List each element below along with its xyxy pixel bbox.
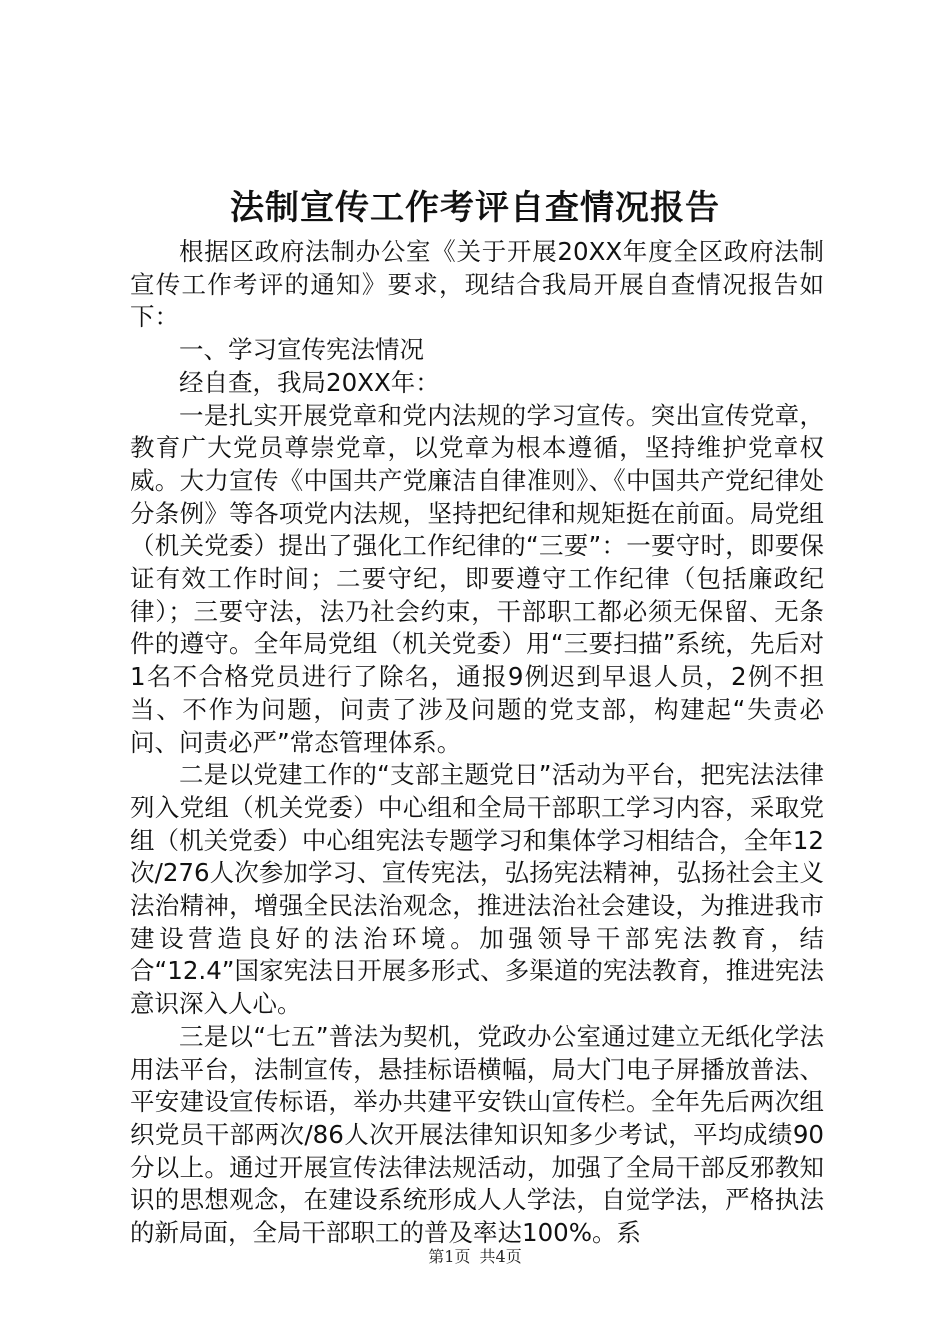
page-footer [0,1244,950,1267]
paragraph-self-check: 经自查，我局20XX年： [179,367,440,397]
document-body [130,236,824,1250]
paragraph-item-three: 三是以“七五”普法为契机，党政办公室通过建立无纸化学法用法平台，法制宣传，悬挂标语横幅，局大门电子屏播放普法、平安建设宣传标语，举办共建平安铁山宣传栏。全年先后两次组织党员干部两次/86人次开展法律知识知多少考试，平均成绩90分以上。通过开展宣传法律法规活动，加强了全局干部反邪教知识的思想观念，在建设系统形成人人学法，自觉学法，严格执法的新局面，全局干部职工的普及率达100%。系 [130,1021,824,1248]
paragraph-intro: 根据区政府法制办公室《关于开展20XX年度全区政府法制宣传工作考评的通知》要求，现结合我局开展自查情况报告如下： [130,237,824,332]
page-number: 第1页 [428,1247,471,1266]
section-heading: 一、学习宣传宪法情况 [179,335,424,365]
page-total: 共4页 [479,1247,522,1266]
document-title: 法制宣传工作考评自查情况报告 [230,188,720,228]
paragraph-item-one: 一是扎实开展党章和党内法规的学习宣传。突出宣传党章，教育广大党员尊崇党章，以党章为根本遵循，坚持维护党章权威。大力宣传《中国共产党廉洁自律准则》、《中国共产党纪律处分条例》等各项党内法规，坚持把纪律和规矩挺在前面。局党组（机关党委）提出了强化工作纪律的“三要”：一要守时，即要保证有效工作时间；二要守纪，即要遵守工作纪律（包括廉政纪律）；三要守法，法乃社会约束，干部职工都必须无保留、无条件的遵守。全年局党组（机关党委）用“三要扫描”系统，先后对1名不合格党员进行了除名，通报9例迟到早退人员，2例不担当、不作为问题，问责了涉及问题的党支部，构建起“失责必问、问责必严”常态管理体系。 [130,400,824,757]
paragraph-item-two: 二是以党建工作的“支部主题党日”活动为平台，把宪法法律列入党组（机关党委）中心组和全局干部职工学习内容，采取党组（机关党委）中心组宪法专题学习和集体学习相结合，全年12次/276人次参加学习、宣传宪法，弘扬宪法精神，弘扬社会主义法治精神，增强全民法治观念，推进法治社会建设，为推进我市建设营造良好的法治环境。加强领导干部宪法教育，结合“12.4”国家宪法日开展多形式、多渠道的宪法教育，推进宪法意识深入人心。 [130,760,824,1019]
